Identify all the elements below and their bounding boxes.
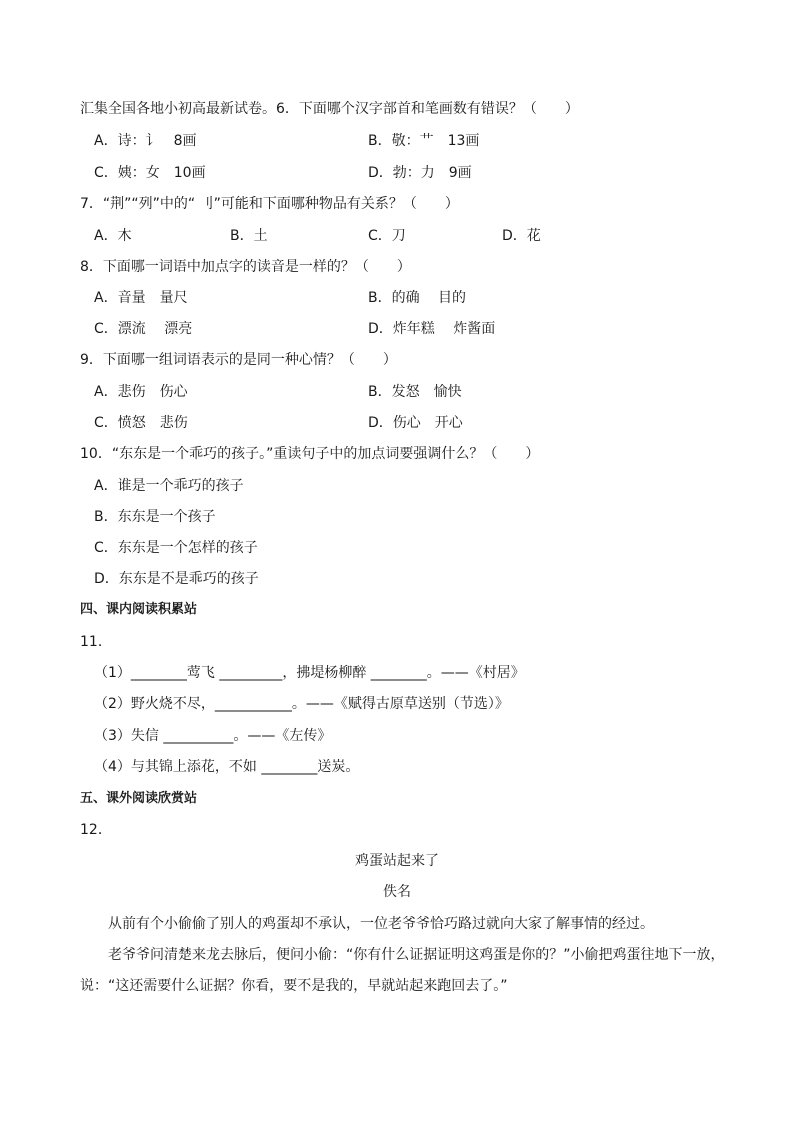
q11-number: 11．: [80, 634, 112, 650]
q11-line-3: （3）失信 __________。——《左传》: [94, 728, 332, 744]
q9-option-d: D．伤心 开心: [368, 415, 463, 431]
q11-line-2: （2）野火烧不尽，___________。——《赋得古原草送别（节选）》: [94, 696, 509, 712]
q10-option-a: A．谁是一个乖巧的孩子: [94, 478, 244, 494]
q11-line-1: （1）________莺飞 _________，拂堤杨柳醉 ________。——《村居》: [94, 665, 525, 681]
q10-stem: 10．“东东是一个乖巧的孩子。”重读句子中的加点词要强调什么？（ ）: [80, 446, 540, 462]
q7-option-d: D．花: [502, 228, 541, 244]
q7-stem: 7．“荆”“列”中的“ 刂”可能和下面哪种物品有关系？（ ）: [80, 196, 459, 212]
section4-title: 四、课内阅读积累站: [80, 602, 198, 617]
q9-stem: 9．下面哪一组词语表示的是同一种心情？（ ）: [80, 352, 397, 368]
story-paragraph-2-line-2: 说：“这还需要什么证据？你看，要不是我的，早就站起来跑回去了。”: [80, 978, 508, 994]
q10-option-d: D．东东是不是乖巧的孩子: [94, 571, 259, 587]
q8-option-a: A．音量 量尺: [94, 290, 188, 306]
q6-option-a: A．诗：讠 8画: [94, 133, 197, 149]
q10-option-c: C．东东是一个怎样的孩子: [94, 540, 258, 556]
q12-number: 12．: [80, 822, 112, 838]
q6-option-b: B．敬：艹 13画: [368, 133, 480, 149]
story-author: 佚名: [383, 884, 411, 900]
q7-option-b: B．土: [230, 228, 268, 244]
q9-option-b: B．发怒 愉快: [368, 384, 462, 400]
q9-option-a: A．悲伤 伤心: [94, 384, 188, 400]
q6-option-c: C．姨：女 10画: [94, 165, 206, 181]
q11-line-4: （4）与其锦上添花，不如 ________送炭。: [94, 759, 360, 775]
q8-option-c: C．漂流 漂亮: [94, 321, 193, 337]
q6-option-d: D．勃：力 9画: [368, 165, 472, 181]
q8-option-d: D．炸年糕 炸酱面: [368, 321, 496, 337]
q7-option-a: A．木: [94, 228, 132, 244]
q6-stem: 汇集全国各地小初高最新试卷。6．下面哪个汉字部首和笔画数有错误？（ ）: [80, 101, 579, 117]
q8-option-b: B．的确 目的: [368, 290, 467, 306]
q7-option-c: C．刀: [368, 228, 406, 244]
story-title: 鸡蛋站起来了: [355, 853, 439, 869]
section5-title: 五、课外阅读欣赏站: [80, 791, 198, 806]
q8-stem: 8．下面哪一词语中加点字的读音是一样的？（ ）: [80, 259, 411, 275]
story-paragraph-1: 从前有个小偷偷了别人的鸡蛋却不承认，一位老爷爷恰巧路过就向大家了解事情的经过。: [108, 916, 654, 932]
story-paragraph-2-line-1: 老爷爷问清楚来龙去脉后，便问小偷：“你有什么证据证明这鸡蛋是你的？”小偷把鸡蛋往地下一放，: [108, 947, 725, 963]
q9-option-c: C．愤怒 悲伤: [94, 415, 188, 431]
q10-option-b: B．东东是一个孩子: [94, 509, 216, 525]
